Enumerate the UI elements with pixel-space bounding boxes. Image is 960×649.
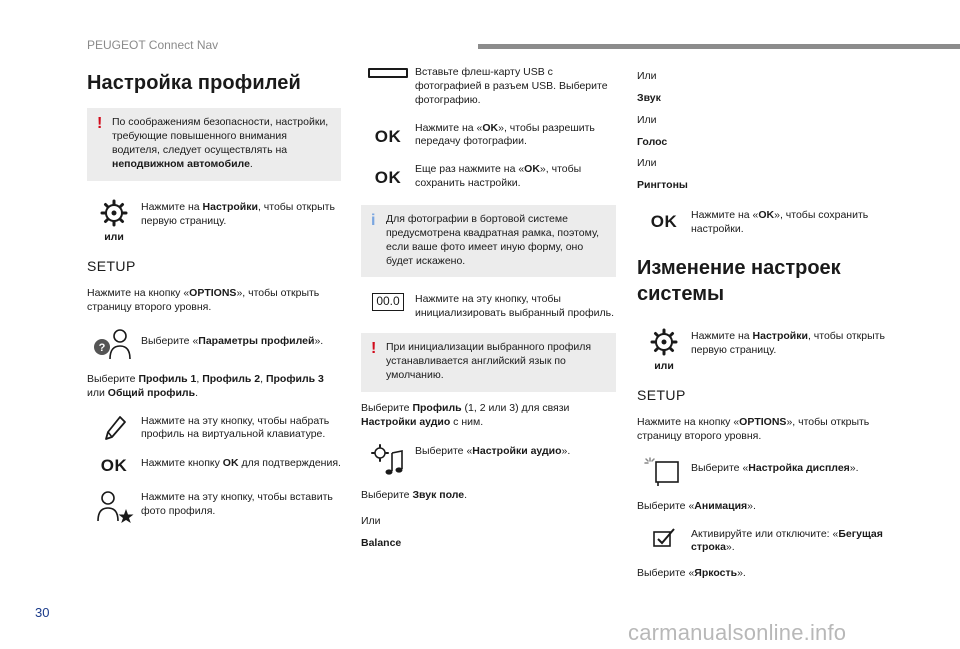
gear-icon — [100, 199, 128, 227]
select-profile-audio: Выберите Профиль (1, 2 или 3) для связи Настройки аудио с ним. — [361, 401, 570, 428]
select-animation: Выберите «Анимация». — [637, 499, 756, 512]
profile-star-icon — [92, 489, 136, 523]
step-text: Выберите «Настройка дисплея». — [691, 461, 859, 474]
step-text: Нажмите на «OK», чтобы сохранить настройки. — [691, 209, 869, 236]
usb-slot-icon — [368, 68, 408, 78]
step-scroll-text — [637, 526, 891, 556]
section-heading-system: Изменение настроек системы — [637, 256, 841, 306]
step-text: Выберите «Настройки аудио». — [415, 445, 571, 458]
step-settings — [637, 328, 891, 374]
step-display-settings — [637, 456, 891, 488]
step-text: Нажмите на эту кнопку, чтобы вставить фото профиля. — [141, 491, 333, 517]
or-label: или — [104, 230, 124, 243]
step-ok-save — [361, 161, 616, 191]
warning-note: ! По соображениям безопасности, настройки, требующие повышенного внимания водителя, следует осуществлять на неподвижном автомобиле. — [87, 108, 341, 180]
header-bar — [478, 44, 960, 49]
column-1 — [87, 64, 341, 535]
step-text: Еще раз нажмите на «OK», чтобы сохранить настройки. — [415, 163, 582, 190]
options-instruction: Нажмите на кнопку «OPTIONS», чтобы открыть страницу второго уровня. — [637, 415, 870, 442]
setup-button-label: SETUP — [637, 386, 686, 403]
audio-settings-icon — [368, 443, 408, 477]
reset-counter-icon: 00.0 — [372, 293, 403, 311]
step-text: Нажмите на «OK», чтобы разрешить передачу фотографии. — [415, 121, 595, 148]
step-insert-photo — [87, 489, 341, 523]
or-label: Или — [361, 515, 381, 528]
step-ok-allow — [361, 120, 616, 150]
step-profile-params — [87, 327, 341, 361]
svg-text:?: ? — [98, 341, 106, 354]
setup-button-label: SETUP — [87, 257, 136, 274]
header-title: PEUGEOT Connect Nav — [87, 38, 219, 52]
or-label: Или — [637, 113, 657, 126]
ok-button-label: OK — [374, 168, 402, 188]
ok-button-label: OK — [100, 455, 128, 475]
or-label: Или — [637, 70, 657, 82]
step-text: Активируйте или отключите: «Бегущая строка». — [691, 527, 883, 554]
select-brightness: Выберите «Яркость». — [637, 567, 746, 580]
step-confirm-ok — [87, 455, 341, 477]
step-ok-save — [637, 207, 891, 237]
exclamation-icon: ! — [371, 340, 377, 358]
step-text: Нажмите на эту кнопку, чтобы набрать профиль на виртуальной клавиатуре. — [141, 414, 330, 441]
page-number: 30 — [35, 605, 50, 620]
gear-icon — [650, 328, 678, 356]
section-heading-profiles: Настройка профилей — [87, 72, 301, 94]
select-sound-field: Выберите Звук поле. — [361, 489, 468, 502]
ok-button-label: OK — [374, 126, 402, 146]
or-label: Или — [637, 157, 657, 170]
profile-question-icon — [92, 327, 136, 361]
step-settings — [87, 199, 341, 245]
step-audio-settings — [361, 443, 616, 477]
info-icon: i — [371, 212, 376, 230]
step-reset-profile — [361, 291, 616, 321]
or-label: или — [654, 359, 674, 372]
step-text: Нажмите на эту кнопку, чтобы инициализировать выбранный профиль. — [415, 293, 614, 320]
step-text: Нажмите кнопку OK для подтверждения. — [141, 456, 341, 469]
column-3 — [637, 64, 891, 593]
option-balance: Balance — [361, 537, 402, 550]
ok-button-label: OK — [650, 212, 678, 232]
display-brightness-icon — [644, 456, 684, 488]
step-usb — [361, 64, 616, 108]
step-text: Вставьте флеш-карту USB с фотографией в разъем USB. Выберите фотографию. — [415, 66, 608, 106]
step-text: Нажмите на Настройки, чтобы открыть первую страницу. — [141, 200, 335, 227]
pencil-icon — [100, 413, 128, 443]
option-sound: Звук — [637, 91, 661, 104]
warning-note: ! При инициализации выбранного профиля устанавливается английский язык по умолчанию. — [361, 333, 616, 392]
options-instruction: Нажмите на кнопку «OPTIONS», чтобы открыть страницу второго уровня. — [87, 287, 320, 314]
step-text: Нажмите на Настройки, чтобы открыть первую страницу. — [691, 329, 885, 356]
info-note: i Для фотографии в бортовой системе предусмотрена квадратная рамка, поэтому, если ваше фото имеет иную форму, оно будет искажено. — [361, 205, 616, 277]
option-ringtones: Рингтоны — [637, 179, 688, 192]
column-2 — [361, 64, 616, 559]
watermark: carmanualsonline.info — [628, 620, 847, 645]
select-profile-text: Выберите Профиль 1, Профиль 2, Профиль 3 или Общий профиль. — [87, 372, 324, 399]
step-text: Выберите «Параметры профилей». — [141, 334, 324, 347]
option-voice: Голос — [637, 135, 668, 148]
exclamation-icon: ! — [97, 115, 103, 133]
step-keyboard — [87, 413, 341, 443]
checkbox-icon — [652, 526, 676, 548]
